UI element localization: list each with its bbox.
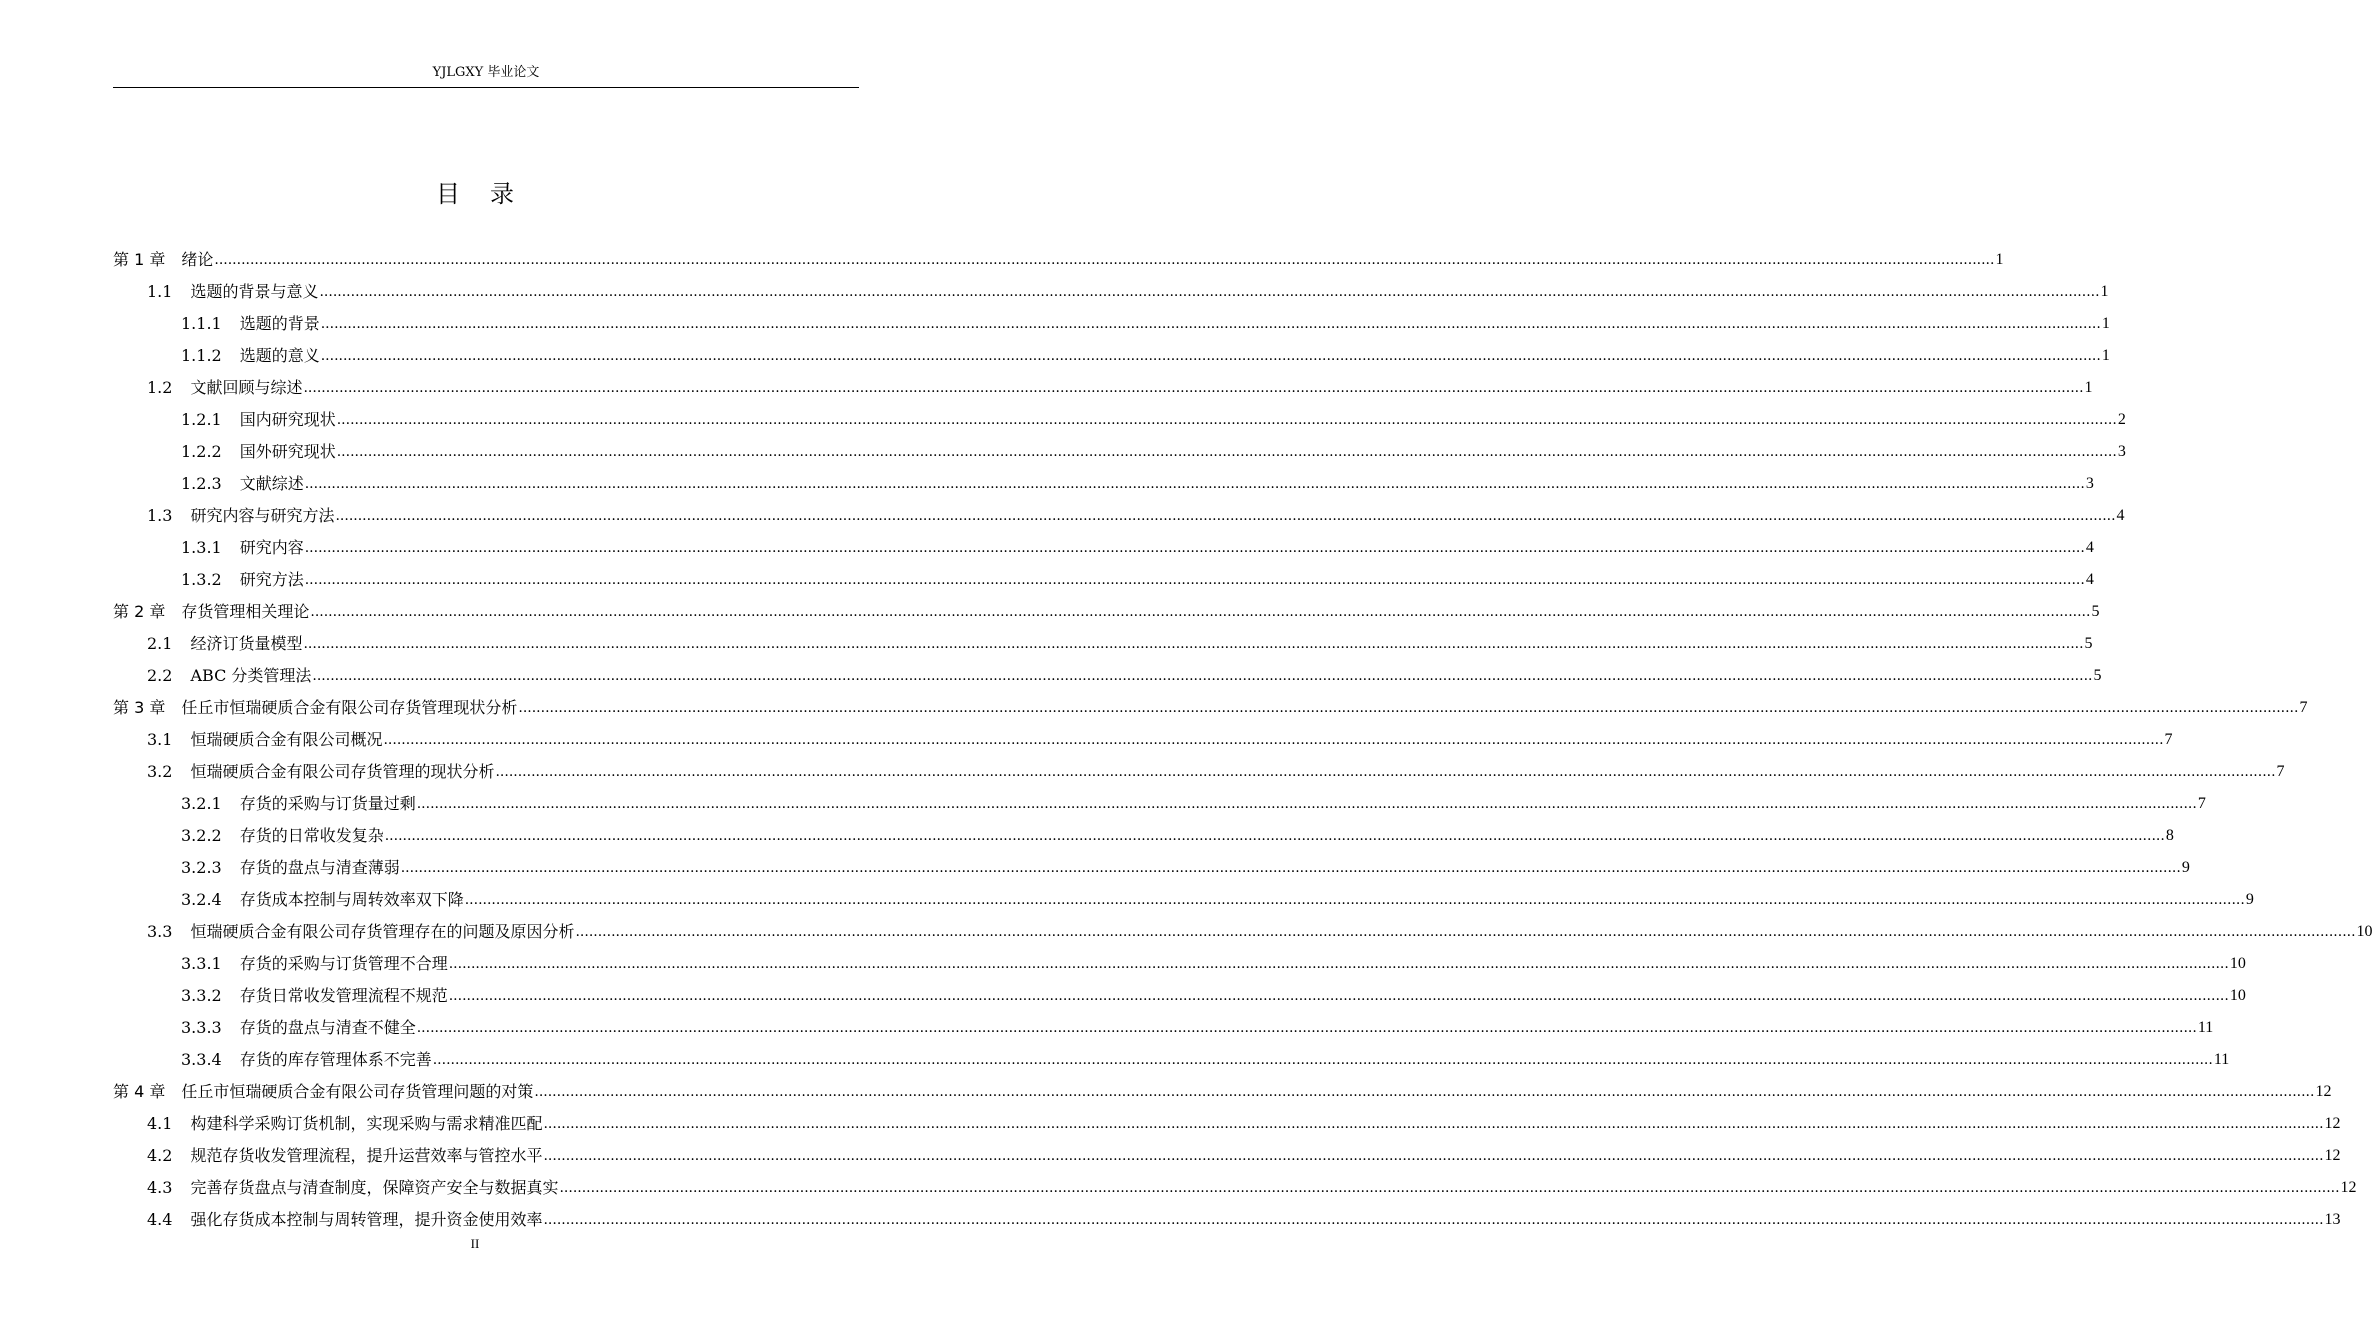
toc-entry[interactable] (113, 1108, 2341, 1140)
dot-leader: ................................................................................................................................................................................................................................................................................................................................................................................................................ (304, 476, 2085, 492)
toc-entry-title: 存货的日常收发复杂 (239, 826, 384, 845)
toc-entry-number: 1.2.3 (181, 474, 222, 493)
toc-entry[interactable] (113, 500, 2125, 532)
toc-entry[interactable] (113, 692, 2308, 724)
toc-entry[interactable] (113, 980, 2246, 1012)
toc-entry-number: 3.1 (147, 730, 173, 749)
toc-entry-number: 1.2.1 (181, 410, 222, 429)
toc-entry-number: 4.3 (147, 1178, 173, 1197)
toc-entry-number: 4.1 (147, 1114, 173, 1133)
toc-entry-number: 1.1.1 (181, 314, 222, 333)
toc-entry-number: 4.2 (147, 1146, 173, 1165)
toc-entry[interactable] (113, 468, 2094, 500)
toc-entry[interactable] (113, 244, 2004, 276)
toc-entry[interactable] (113, 1044, 2230, 1076)
toc-entry[interactable] (113, 1140, 2341, 1172)
dot-leader: ................................................................................................................................................................................................................................................................................................................................................................................................................ (518, 700, 2299, 716)
dot-leader: ................................................................................................................................................................................................................................................................................................................................................................................................................ (464, 892, 2245, 908)
toc-entry-title: 文献回顾与综述 (190, 378, 303, 397)
toc-entry-title: 任丘市恒瑞硬质合金有限公司存货管理现状分析 (181, 698, 518, 717)
toc-entry-page: 7 (2164, 731, 2173, 748)
toc-entry-page: 1 (1995, 251, 2004, 268)
toc-entry-title: 构建科学采购订货机制，实现采购与需求精准匹配 (190, 1114, 543, 1133)
toc-entry-title: 存货的盘点与清查薄弱 (239, 858, 400, 877)
toc-entry-title: 研究内容与研究方法 (190, 506, 335, 525)
toc-entry-number: 1.3.1 (181, 538, 222, 557)
toc-entry-page: 5 (2091, 603, 2100, 620)
toc-entry-number: 3.2.3 (181, 858, 222, 877)
dot-leader: ................................................................................................................................................................................................................................................................................................................................................................................................................ (543, 1116, 2324, 1132)
toc-entry-number: 3.3.3 (181, 1018, 222, 1037)
toc-entry-page: 3 (2117, 443, 2126, 460)
toc-entry-page: 5 (2084, 635, 2093, 652)
dot-leader: ................................................................................................................................................................................................................................................................................................................................................................................................................ (310, 604, 2091, 620)
toc-entry-number: 1.2.2 (181, 442, 222, 461)
dot-leader: ................................................................................................................................................................................................................................................................................................................................................................................................................ (575, 924, 2356, 940)
toc-entry-number: 1.3.2 (181, 570, 222, 589)
toc-entry-page: 12 (2315, 1083, 2332, 1100)
dot-leader: ................................................................................................................................................................................................................................................................................................................................................................................................................ (335, 508, 2116, 524)
toc-entry[interactable] (113, 628, 2093, 660)
dot-leader: ................................................................................................................................................................................................................................................................................................................................................................................................................ (312, 668, 2093, 684)
toc-entry[interactable] (113, 340, 2110, 372)
toc-entry[interactable] (113, 372, 2093, 404)
toc-entry-title: 恒瑞硬质合金有限公司存货管理的现状分析 (190, 762, 495, 781)
toc-entry-page: 5 (2093, 667, 2102, 684)
page-number: II (470, 1236, 480, 1251)
dot-leader: ................................................................................................................................................................................................................................................................................................................................................................................................................ (319, 284, 2100, 300)
dot-leader: ................................................................................................................................................................................................................................................................................................................................................................................................................ (214, 252, 1995, 268)
dot-leader: ................................................................................................................................................................................................................................................................................................................................................................................................................ (416, 796, 2197, 812)
toc-entry-number: 2.1 (147, 634, 173, 653)
dot-leader: ................................................................................................................................................................................................................................................................................................................................................................................................................ (543, 1212, 2324, 1228)
toc-entry-title: 选题的背景 (239, 314, 320, 333)
toc-entry-number: 第 3 章 (113, 698, 166, 717)
toc-entry[interactable] (113, 820, 2174, 852)
dot-leader: ................................................................................................................................................................................................................................................................................................................................................................................................................ (384, 828, 2165, 844)
toc-entry-page: 4 (2085, 571, 2094, 588)
toc-entry-number: 2.2 (147, 666, 173, 685)
toc-entry[interactable] (113, 724, 2173, 756)
toc-entry-title: 存货的库存管理体系不完善 (239, 1050, 432, 1069)
dot-leader: ................................................................................................................................................................................................................................................................................................................................................................................................................ (495, 764, 2276, 780)
toc-entry-title: 国内研究现状 (239, 410, 336, 429)
toc-entry-title: 任丘市恒瑞硬质合金有限公司存货管理问题的对策 (181, 1082, 534, 1101)
toc-entry-page: 7 (2197, 795, 2206, 812)
toc-entry-page: 4 (2116, 507, 2125, 524)
toc-entry[interactable] (113, 276, 2109, 308)
toc-entry[interactable] (113, 852, 2190, 884)
toc-entry-page: 1 (2084, 379, 2093, 396)
toc-entry-page: 1 (2100, 283, 2109, 300)
toc-entry[interactable] (113, 596, 2100, 628)
toc-entry-number: 3.2 (147, 762, 173, 781)
toc-entry-number: 1.1.2 (181, 346, 222, 365)
dot-leader: ................................................................................................................................................................................................................................................................................................................................................................................................................ (400, 860, 2181, 876)
toc-entry-page: 7 (2299, 699, 2308, 716)
toc-entry-title: 恒瑞硬质合金有限公司概况 (190, 730, 383, 749)
toc-entry-title: 选题的意义 (239, 346, 320, 365)
toc-entry-page: 2 (2117, 411, 2126, 428)
toc-entry-page: 10 (2229, 955, 2246, 972)
toc-entry-title: 文献综述 (239, 474, 304, 493)
toc-entry-page: 8 (2165, 827, 2174, 844)
toc-entry-number: 3.2.2 (181, 826, 222, 845)
dot-leader: ................................................................................................................................................................................................................................................................................................................................................................................................................ (320, 348, 2101, 364)
toc-entry-number: 1.1 (147, 282, 173, 301)
toc-entry-title: 绪论 (181, 250, 214, 269)
toc-entry[interactable] (113, 948, 2246, 980)
dot-leader: ................................................................................................................................................................................................................................................................................................................................................................................................................ (534, 1084, 2315, 1100)
toc-entry-page: 1 (2101, 347, 2110, 364)
toc-entry-page: 12 (2340, 1179, 2357, 1196)
toc-entry[interactable] (113, 1172, 2357, 1204)
dot-leader: ................................................................................................................................................................................................................................................................................................................................................................................................................ (448, 988, 2229, 1004)
toc-entry[interactable] (113, 884, 2254, 916)
dot-leader: ................................................................................................................................................................................................................................................................................................................................................................................................................ (304, 572, 2085, 588)
toc-entry-page: 10 (2356, 923, 2373, 940)
header-divider (113, 87, 859, 88)
toc-entry[interactable] (113, 1012, 2214, 1044)
toc-entry-title: 存货的采购与订货管理不合理 (239, 954, 448, 973)
dot-leader: ................................................................................................................................................................................................................................................................................................................................................................................................................ (448, 956, 2229, 972)
toc-entry-title: 存货的采购与订货量过剩 (239, 794, 416, 813)
toc-entry-title: 选题的背景与意义 (190, 282, 319, 301)
toc-entry-page: 7 (2276, 763, 2285, 780)
toc-entry[interactable] (113, 1204, 2341, 1236)
toc-entry[interactable] (113, 564, 2094, 596)
toc-entry[interactable] (113, 916, 2373, 948)
dot-leader: ................................................................................................................................................................................................................................................................................................................................................................................................................ (303, 380, 2084, 396)
toc-entry-title: 恒瑞硬质合金有限公司存货管理存在的问题及原因分析 (190, 922, 575, 941)
dot-leader: ................................................................................................................................................................................................................................................................................................................................................................................................................ (432, 1052, 2213, 1068)
dot-leader: ................................................................................................................................................................................................................................................................................................................................................................................................................ (383, 732, 2164, 748)
toc-entry-title: 经济订货量模型 (190, 634, 303, 653)
toc-entry-title: 规范存货收发管理流程，提升运营效率与管控水平 (190, 1146, 543, 1165)
toc-entry[interactable] (113, 436, 2126, 468)
toc-entry-page: 11 (2213, 1051, 2230, 1068)
toc-entry-page: 10 (2229, 987, 2246, 1004)
toc-entry-title: 完善存货盘点与清查制度，保障资产安全与数据真实 (190, 1178, 559, 1197)
toc-entry-title: ABC 分类管理法 (190, 666, 312, 685)
toc-entry-number: 3.3.1 (181, 954, 222, 973)
toc-entry-page: 12 (2324, 1147, 2341, 1164)
toc-entry-number: 3.2.1 (181, 794, 222, 813)
toc-entry-number: 1.2 (147, 378, 173, 397)
toc-title: 目录 (436, 180, 544, 208)
toc-entry-title: 研究方法 (239, 570, 304, 589)
toc-entry-page: 9 (2245, 891, 2254, 908)
dot-leader: ................................................................................................................................................................................................................................................................................................................................................................................................................ (336, 444, 2117, 460)
toc-entry-number: 第 1 章 (113, 250, 166, 269)
toc-entry-title: 存货日常收发管理流程不规范 (239, 986, 448, 1005)
dot-leader: ................................................................................................................................................................................................................................................................................................................................................................................................................ (303, 636, 2084, 652)
toc-entry[interactable] (113, 532, 2094, 564)
toc-entry-page: 11 (2197, 1019, 2214, 1036)
toc-entry[interactable] (113, 1076, 2332, 1108)
toc-entry[interactable] (113, 756, 2285, 788)
toc-entry[interactable] (113, 788, 2206, 820)
page-header: YJLGXY 毕业论文 (432, 65, 540, 80)
toc-entry-number: 第 4 章 (113, 1082, 166, 1101)
toc-entry-page: 3 (2085, 475, 2094, 492)
dot-leader: ................................................................................................................................................................................................................................................................................................................................................................................................................ (320, 316, 2101, 332)
toc-entry-title: 存货管理相关理论 (181, 602, 310, 621)
toc-entry[interactable] (113, 660, 2102, 692)
toc-entry-number: 4.4 (147, 1210, 173, 1229)
dot-leader: ................................................................................................................................................................................................................................................................................................................................................................................................................ (336, 412, 2117, 428)
toc-entry-title: 国外研究现状 (239, 442, 336, 461)
toc-entry-number: 3.3.2 (181, 986, 222, 1005)
toc-entry-page: 4 (2085, 539, 2094, 556)
toc-entry-number: 1.3 (147, 506, 173, 525)
toc-entry-title: 存货的盘点与清查不健全 (239, 1018, 416, 1037)
dot-leader: ................................................................................................................................................................................................................................................................................................................................................................................................................ (416, 1020, 2197, 1036)
toc-entry-title: 存货成本控制与周转效率双下降 (239, 890, 464, 909)
dot-leader: ................................................................................................................................................................................................................................................................................................................................................................................................................ (559, 1180, 2340, 1196)
toc-entry-title: 研究内容 (239, 538, 304, 557)
table-of-contents (113, 244, 2373, 1236)
dot-leader: ................................................................................................................................................................................................................................................................................................................................................................................................................ (304, 540, 2085, 556)
toc-entry[interactable] (113, 404, 2126, 436)
toc-entry-page: 13 (2324, 1211, 2341, 1228)
toc-entry-page: 1 (2101, 315, 2110, 332)
toc-entry-number: 3.2.4 (181, 890, 222, 909)
dot-leader: ................................................................................................................................................................................................................................................................................................................................................................................................................ (543, 1148, 2324, 1164)
toc-entry-page: 9 (2181, 859, 2190, 876)
toc-entry-number: 第 2 章 (113, 602, 166, 621)
toc-entry-page: 12 (2324, 1115, 2341, 1132)
toc-entry[interactable] (113, 308, 2110, 340)
toc-entry-number: 3.3 (147, 922, 173, 941)
toc-entry-title: 强化存货成本控制与周转管理，提升资金使用效率 (190, 1210, 543, 1229)
toc-entry-number: 3.3.4 (181, 1050, 222, 1069)
